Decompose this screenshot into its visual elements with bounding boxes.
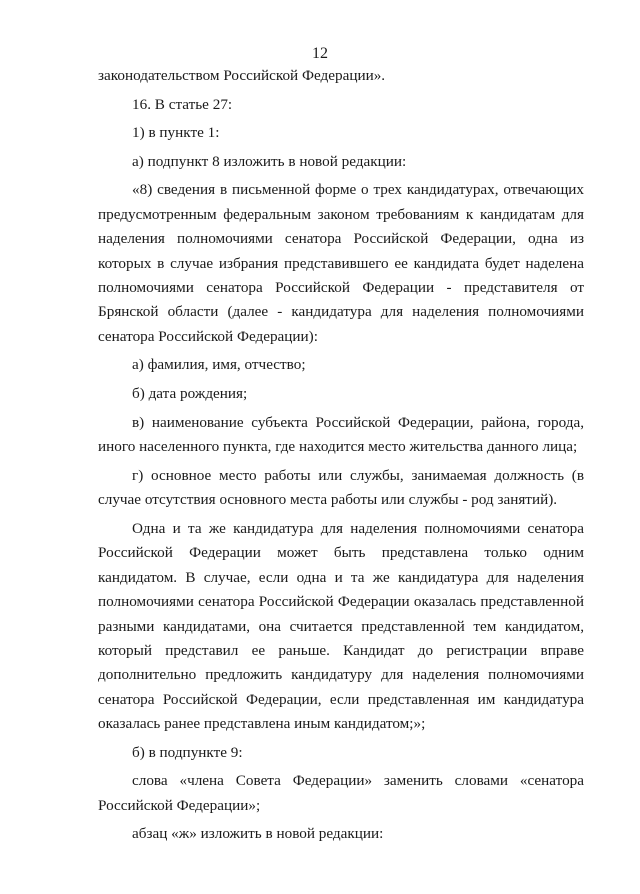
paragraph-continuation: законодательством Российской Федерации». xyxy=(98,67,386,84)
page-number: 12 xyxy=(312,45,328,62)
paragraph-8-a: а) фамилия, имя, отчество; xyxy=(132,356,306,374)
paragraph-subpoint-8: «8) сведения в письменной форме о трех кандидатурах, отвечающих предусмотренным федеральным законом требованиям к кандидатам для наделения полномочиями сенатора Российской Федерации, одна из которых в случае избрания представившего ее кандидата будет наделена полномочиями сенатора Российской Федерации - представителя от Брянской области (далее - кандидатура для наделения полномочиями сенатора Российской Федерации): xyxy=(98,181,584,345)
paragraph-point-1: 1) в пункте 1: xyxy=(132,124,220,142)
paragraph-item-16: 16. В статье 27: xyxy=(132,95,233,113)
paragraph-subpoint-b: б) в подпункте 9: xyxy=(132,743,243,761)
paragraph-8-v: в) наименование субъекта Российской Федерации, района, города, иного населенного пункта, где находится место жительства данного лица; xyxy=(98,413,584,455)
paragraph-abzac-zh: абзац «ж» изложить в новой редакции: xyxy=(132,825,384,843)
paragraph-8-b: б) дата рождения; xyxy=(132,385,248,402)
paragraph-one-candidate: Одна и та же кандидатура для наделения полномочиями сенатора Российской Федерации может быть представлена только одним кандидатом. В случае, если одна и та же кандидатура для наделения полномочиями сенатора Российской Федерации оказалась представленной разными кандидатами, она считается представленной тем кандидатом, который представил ее раньше. Кандидат до регистрации вправе дополнительно предложить кандидатуру для наделения полномочиями сенатора Российской Федерации, если представленная им кандидатура оказалась ранее представлена иным кандидатом;»; xyxy=(98,520,584,733)
paragraph-subpoint-a: а) подпункт 8 изложить в новой редакции: xyxy=(132,152,407,170)
document-body xyxy=(98,64,584,847)
paragraph-replace-words: слова «члена Совета Федерации» заменить словами «сенатора Российской Федерации»; xyxy=(98,772,584,814)
paragraph-8-g: г) основное место работы или службы, занимаемая должность (в случае отсутствия основного места работы или службы - род занятий). xyxy=(98,466,584,508)
